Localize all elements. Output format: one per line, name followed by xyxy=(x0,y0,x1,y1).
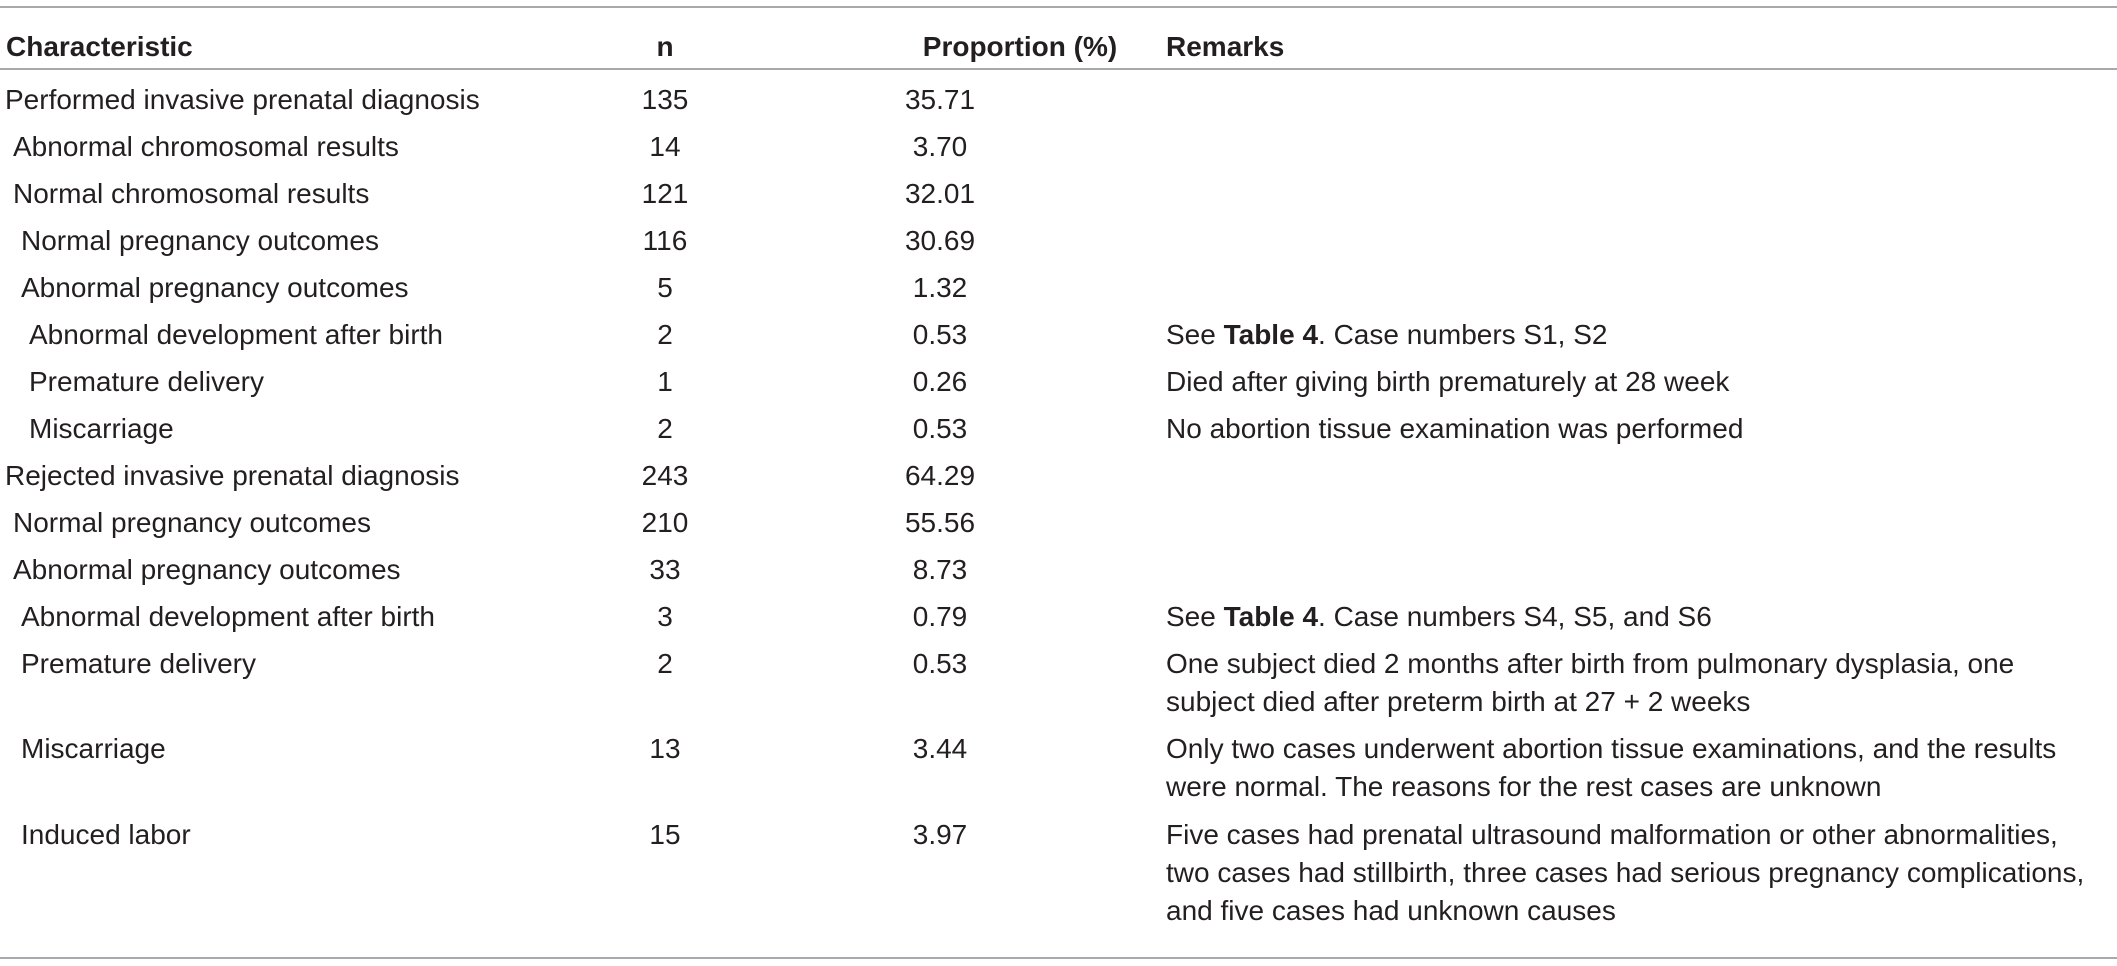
remark-line xyxy=(1166,598,2106,636)
cell-proportion: 8.73 xyxy=(912,554,968,585)
cell-remarks xyxy=(1166,598,2106,636)
remark-line: two cases had stillbirth, three cases had serious pregnancy complications, xyxy=(1166,857,2085,888)
cell-characteristic: Abnormal development after birth xyxy=(29,319,443,350)
cell-characteristic: Miscarriage xyxy=(21,733,166,764)
remark-line: Five cases had prenatal ultrasound malformation or other abnormalities, xyxy=(1166,819,2058,850)
cell-characteristic: Normal pregnancy outcomes xyxy=(21,225,379,256)
cell-proportion: 30.69 xyxy=(904,225,976,256)
cell-proportion: 55.56 xyxy=(904,507,976,538)
remark-line: One subject died 2 months after birth from pulmonary dysplasia, one xyxy=(1166,648,2015,679)
cell-proportion: 3.70 xyxy=(912,131,968,162)
cell-proportion: 0.26 xyxy=(912,366,968,397)
remark-line: and five cases had unknown causes xyxy=(1166,895,1616,926)
cell-remarks xyxy=(1166,730,2106,806)
cell-proportion: 35.71 xyxy=(904,84,976,115)
cell-n: 13 xyxy=(649,733,681,764)
cell-characteristic: Miscarriage xyxy=(29,413,174,444)
cell-characteristic: Performed invasive prenatal diagnosis xyxy=(5,84,480,115)
cell-n: 2 xyxy=(657,648,673,679)
cell-proportion: 64.29 xyxy=(904,460,976,491)
remark-line: Only two cases underwent abortion tissue examinations, and the results xyxy=(1166,733,2057,764)
cell-characteristic: Induced labor xyxy=(21,819,191,850)
cell-n: 1 xyxy=(657,366,673,397)
cell-proportion: 0.53 xyxy=(912,648,968,679)
header-remarks: Remarks xyxy=(1166,31,1285,62)
table-header-row xyxy=(0,6,2117,68)
remark-text: See xyxy=(1166,601,1224,632)
cell-remarks xyxy=(1166,410,2106,448)
cell-n: 3 xyxy=(657,601,673,632)
table-reference-link[interactable]: Table 4 xyxy=(1223,319,1319,350)
table-reference-link[interactable]: Table 4 xyxy=(1223,601,1319,632)
cell-n: 243 xyxy=(641,460,689,491)
remark-line: Died after giving birth prematurely at 28 week xyxy=(1166,366,1730,397)
cell-characteristic: Premature delivery xyxy=(21,648,256,679)
cell-remarks xyxy=(1166,816,2106,930)
remark-line: were normal. The reasons for the rest cases are unknown xyxy=(1166,771,1882,802)
cell-remarks xyxy=(1166,363,2106,401)
cell-proportion: 0.53 xyxy=(912,319,968,350)
cell-characteristic: Abnormal development after birth xyxy=(21,601,435,632)
remark-line xyxy=(1166,316,2106,354)
cell-characteristic: Abnormal pregnancy outcomes xyxy=(21,272,409,303)
remark-text: . Case numbers S4, S5, and S6 xyxy=(1318,601,1712,632)
cell-n: 5 xyxy=(657,272,673,303)
cell-n: 33 xyxy=(649,554,681,585)
cell-proportion: 1.32 xyxy=(912,272,968,303)
cell-characteristic: Premature delivery xyxy=(29,366,264,397)
table-bottom-rule xyxy=(0,957,2117,959)
cell-n: 121 xyxy=(641,178,689,209)
cell-n: 14 xyxy=(649,131,681,162)
cell-n: 15 xyxy=(649,819,681,850)
cell-proportion: 0.79 xyxy=(912,601,968,632)
header-proportion: Proportion (%) xyxy=(922,31,1118,62)
header-characteristic: Characteristic xyxy=(6,31,193,62)
cell-n: 2 xyxy=(657,413,673,444)
cell-n: 210 xyxy=(641,507,689,538)
remark-line: No abortion tissue examination was performed xyxy=(1166,413,1744,444)
remark-line: subject died after preterm birth at 27 + 2 weeks xyxy=(1166,686,1751,717)
cell-remarks xyxy=(1166,645,2106,721)
cell-characteristic: Normal pregnancy outcomes xyxy=(13,507,371,538)
cell-n: 2 xyxy=(657,319,673,350)
cell-n: 135 xyxy=(641,84,689,115)
cell-remarks xyxy=(1166,316,2106,354)
cell-characteristic: Abnormal pregnancy outcomes xyxy=(13,554,401,585)
remark-text: See xyxy=(1166,319,1224,350)
cell-characteristic: Normal chromosomal results xyxy=(13,178,370,209)
cell-proportion: 3.97 xyxy=(912,819,968,850)
header-n: n xyxy=(656,31,674,62)
cell-characteristic: Abnormal chromosomal results xyxy=(13,131,399,162)
cell-characteristic: Rejected invasive prenatal diagnosis xyxy=(5,460,460,491)
cell-proportion: 3.44 xyxy=(912,733,968,764)
remark-text: . Case numbers S1, S2 xyxy=(1318,319,1608,350)
cell-proportion: 32.01 xyxy=(904,178,976,209)
table-header-rule xyxy=(0,68,2117,70)
cell-n: 116 xyxy=(642,225,688,256)
cell-proportion: 0.53 xyxy=(912,413,968,444)
